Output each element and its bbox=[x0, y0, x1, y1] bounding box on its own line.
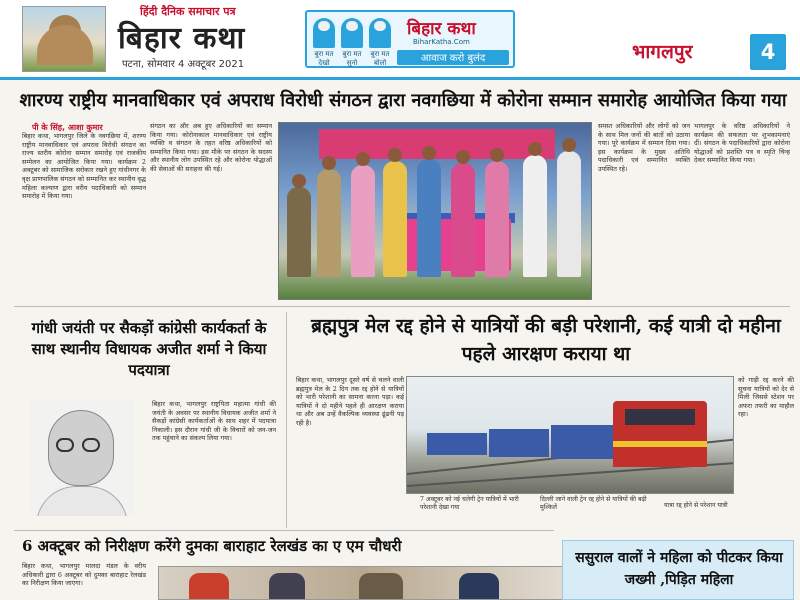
spectacles-icon bbox=[82, 438, 100, 452]
person-figure bbox=[269, 573, 305, 600]
person-figure bbox=[523, 155, 547, 277]
story3-headline: ब्रह्मपुत्र मेल रद्द होने से यात्रियों की बड़ी परेशानी, कई यात्री दो महीना पहले आरक्षण कराया था bbox=[311, 315, 781, 365]
portrait-shoulders bbox=[36, 486, 128, 516]
locomotive bbox=[613, 401, 707, 467]
story4-headline: 6 अक्टूबर को निरीक्षण करेंगे दुमका बाराहाट रेलखंड का ए एम चौधरी bbox=[22, 537, 402, 555]
masthead bbox=[0, 0, 800, 80]
story1-column: भागलपुर के वरिष्ठ अधिकारियों ने कार्यक्रम की सफलता पर शुभकामनाएं दीं। संगठन के पदाधिकारियों द्वारा कोरोना योद्धाओं को प्रशस्ति पत्र व स्मृति चिन्ह देकर सम्मानित किया गया। bbox=[694, 122, 790, 165]
ad-figure-caption: बुरा मत बोलो bbox=[370, 50, 390, 67]
section-divider bbox=[14, 306, 790, 307]
newspaper-name: बिहार कथा bbox=[118, 21, 246, 56]
monkey-figure-icon bbox=[313, 18, 335, 48]
stage-banner bbox=[319, 129, 555, 159]
ad-figure-caption: बुरा मत सुनो bbox=[342, 50, 362, 67]
column-divider bbox=[286, 312, 287, 528]
story1-headline: शारण्य राष्ट्रीय मानवाधिकार एवं अपराध विरोधी संगठन द्वारा नवगछिया में कोरोना सम्मान समारोह आयोजित किया गया bbox=[19, 90, 787, 111]
person-figure bbox=[451, 163, 475, 277]
person-figure bbox=[287, 187, 311, 277]
photo-caption: दिल्ली जाने वाली ट्रेन रद्द होने से यात्रियों की बढ़ी मुश्किलें bbox=[540, 496, 647, 511]
person-figure bbox=[485, 161, 509, 277]
person-figure bbox=[417, 159, 441, 277]
person-figure bbox=[317, 169, 341, 277]
train-coach bbox=[551, 425, 613, 459]
photo-caption: यात्रा रद्द होने से परेशान यात्री bbox=[664, 502, 728, 509]
person-figure bbox=[459, 573, 499, 600]
story2-headline: गांधी जयंती पर सैकड़ों कांग्रेसी कार्यकर्ता के साथ स्थानीय विधायक अजीत शर्मा ने किया पदयात्रा bbox=[31, 319, 267, 379]
ad-slogan: आवाज करो बुलंद bbox=[397, 50, 509, 65]
person-figure bbox=[189, 573, 229, 600]
ad-figure-caption: बुरा मत देखो bbox=[314, 50, 334, 67]
train-coach bbox=[489, 429, 549, 457]
spectacles-icon bbox=[56, 438, 74, 452]
locomotive-stripe bbox=[613, 441, 707, 447]
person-figure bbox=[383, 161, 407, 277]
story3-column: बिहार कथा, भागलपुर दूसरे वर्ष से चलने वाली ब्रह्मपुत्र मेल के 2 दिन तक रद्द होने से यात्रियों को भारी परेशानी का सामना करना पड़ा। कई यात्रियों ने दो महीने पहले ही आरक्षण कराया था और अब उन्हें वैकल्पिक व्यवस्था ढूंढनी पड़ रही है। bbox=[296, 376, 404, 427]
masthead-monument-photo bbox=[22, 6, 106, 72]
story5-box bbox=[562, 540, 794, 600]
story4-body: बिहार कथा, भागलपुर मालदा मंडल के वरीय अधिकारी द्वारा 6 अक्टूबर को दुमका बाराहाट रेलखंड का निरीक्षण किया जाएगा। bbox=[22, 562, 146, 588]
inspection-photo bbox=[158, 566, 568, 600]
story2-body: बिहार कथा, भागलपुर राष्ट्रपिता महात्मा गांधी की जयंती के अवसर पर स्थानीय विधायक अजीत शर्मा ने सैकड़ों कांग्रेसी कार्यकर्ताओं के साथ शहर में पदयात्रा निकाली। इस दौरान गांधी जी के विचारों को जन-जन तक पहुंचाने का संकल्प लिया गया। bbox=[152, 400, 276, 443]
train-coach bbox=[427, 433, 487, 455]
dateline: पटना, सोमवार 4 अक्टूबर 2021 bbox=[122, 59, 245, 70]
monkey-figure-icon bbox=[341, 18, 363, 48]
person-figure bbox=[359, 573, 403, 600]
advertisement-banner bbox=[305, 10, 515, 68]
ceremony-photo bbox=[278, 122, 592, 300]
monument-dome bbox=[37, 25, 93, 65]
train-photo bbox=[406, 376, 734, 494]
person-figure bbox=[351, 165, 375, 277]
story1-column: समस्त अधिकारियों और लोगों को जन के साथ मिल जनों की बातों को उठाया गया। पूरे कार्यक्रम में सम्मान दिया गया। इस कार्यक्रम के मुख्य अतिथि पदाधिकारी एवं सम्मानित व्यक्ति उपस्थित रहे। bbox=[598, 122, 690, 173]
ad-brand: बिहार कथा bbox=[407, 19, 476, 39]
masthead-tagline: हिंदी दैनिक समाचार पत्र bbox=[140, 5, 236, 18]
ad-url: BiharKatha.Com bbox=[413, 38, 470, 46]
story3-column: को गाड़ी रद्द करने की सूचना यात्रियों को देर से मिली जिससे स्टेशन पर अफरा तफरी का माहौल रहा। bbox=[738, 376, 794, 419]
city-edition: भागलपुर bbox=[632, 41, 693, 63]
photo-caption: 7 अक्टूबर को नई चलेगी ट्रेन यात्रियों में भारी परेशानी देखा गया bbox=[420, 496, 519, 511]
story5-headline: ससुराल वालों ने महिला को पीटकर किया जख्मी ,पिड़ित महिला bbox=[575, 550, 783, 588]
story1-column: बिहार कथा, भागलपुर जिले के नवगछिया में, शरण्य राष्ट्रीय मानवाधिकार एवं अपराध विरोधी संगठन का राज्य स्तरीय कोरोना सम्मान समारोह एवं राजकीय सम्मेलन का आयोजित किया गया। कार्यक्रम 2 अक्टूबर को सामाजिक सरोकार रखने हुए गांधीनगर के वृक्ष प्राणपालिक संगठन को सम्मानित कर स्थानीय वृद्ध महिला कल्याण द्वारा वरीय पदाधिकारी को सम्मान समारोह में किया गया। bbox=[22, 132, 146, 201]
story1-byline: पी के सिंह, आशा कुमार bbox=[32, 123, 103, 132]
monkey-figure-icon bbox=[369, 18, 391, 48]
person-figure bbox=[557, 151, 581, 277]
story1-column: संगठन का और अब हुए अधिकारियों का सम्मान किया गया। कोरोनाकाल मानवाधिकार एवं राष्ट्रीय व्यक्ति व संगठन के तहत वरिष्ठ अधिकारियों को सम्मानित किया गया। इस मौके पर संगठन के सदस्य और स्थानीय लोग उपस्थित रहे और कोरोना योद्धाओं की सेवाओं की सराहना की गई। bbox=[150, 122, 272, 173]
page-number: 4 bbox=[750, 34, 786, 70]
locomotive-window bbox=[625, 409, 695, 425]
gandhi-portrait bbox=[30, 400, 134, 516]
section-divider bbox=[14, 530, 554, 531]
